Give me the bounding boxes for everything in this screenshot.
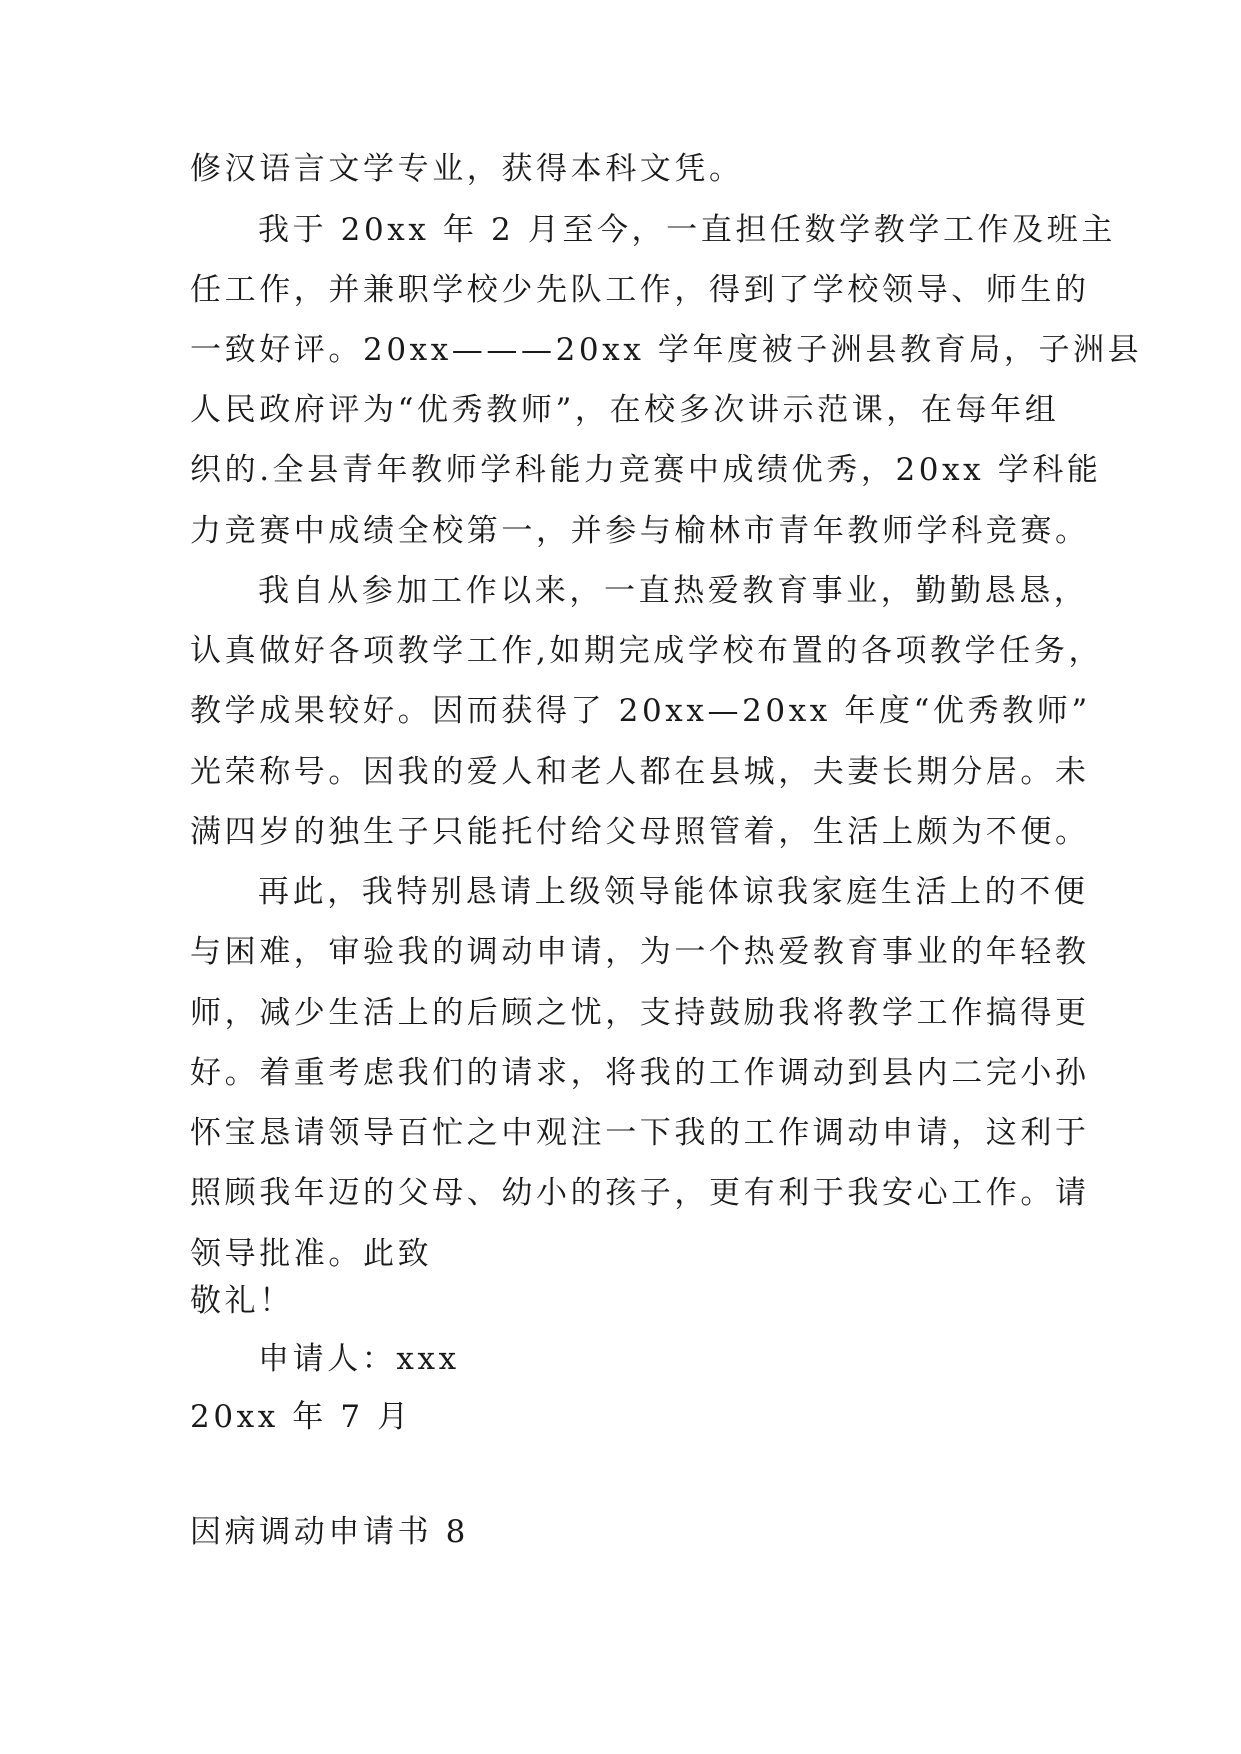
- text-line-4: 一致好评。20xx———20xx 学年度被子洲县教育局，子洲县: [190, 332, 1143, 368]
- closing-salutation: 敬礼！: [190, 1283, 294, 1319]
- text-line-9: 认真做好各项教学工作,如期完成学校布置的各项教学任务，: [190, 633, 1104, 669]
- text-line-12: 满四岁的独生子只能托付给父母照管着，生活上颇为不便。: [190, 814, 1090, 850]
- text-line-16: 好。着重考虑我们的请求，将我的工作调动到县内二完小孙: [190, 1055, 1090, 1091]
- text-line-15: 师，减少生活上的后顾之忧，支持鼓励我将教学工作搞得更: [190, 995, 1090, 1031]
- text-line-1: 修汉语言文学专业，获得本科文凭。: [190, 151, 744, 187]
- text-line-5: 人民政府评为“优秀教师”，在校多次讲示范课，在每年组: [190, 392, 1060, 428]
- text-line-7: 力竞赛中成绩全校第一，并参与榆林市青年教师学科竞赛。: [190, 513, 1090, 549]
- text-line-2: 我于 20xx 年 2 月至今，一直担任数学教学工作及班主: [258, 212, 1116, 248]
- applicant-signature: 申请人：xxx: [258, 1341, 460, 1377]
- text-line-6: 织的.全县青年教师学科能力竞赛中成绩优秀，20xx 学科能: [190, 452, 1102, 488]
- text-line-13: 再此，我特别恳请上级领导能体谅我家庭生活上的不便: [258, 874, 1089, 910]
- section-heading: 因病调动申请书 8: [190, 1514, 469, 1550]
- text-line-17: 怀宝恳请领导百忙之中观注一下我的工作调动申请，这利于: [190, 1115, 1090, 1151]
- text-line-8: 我自从参加工作以来，一直热爱教育事业，勤勤恳恳，: [258, 573, 1089, 609]
- text-line-18: 照顾我年迈的父母、幼小的孩子，更有利于我安心工作。请: [190, 1175, 1090, 1211]
- date-line: 20xx 年 7 月: [190, 1399, 412, 1435]
- text-line-14: 与困难，审验我的调动申请，为一个热爱教育事业的年轻教: [190, 934, 1090, 970]
- text-line-3: 任工作，并兼职学校少先队工作，得到了学校领导、师生的: [190, 272, 1090, 308]
- text-line-19: 领导批准。此致: [190, 1236, 433, 1272]
- text-line-11: 光荣称号。因我的爱人和老人都在县城，夫妻长期分居。未: [190, 754, 1090, 790]
- text-line-10: 教学成果较好。因而获得了 20xx—20xx 年度“优秀教师”: [190, 693, 1091, 729]
